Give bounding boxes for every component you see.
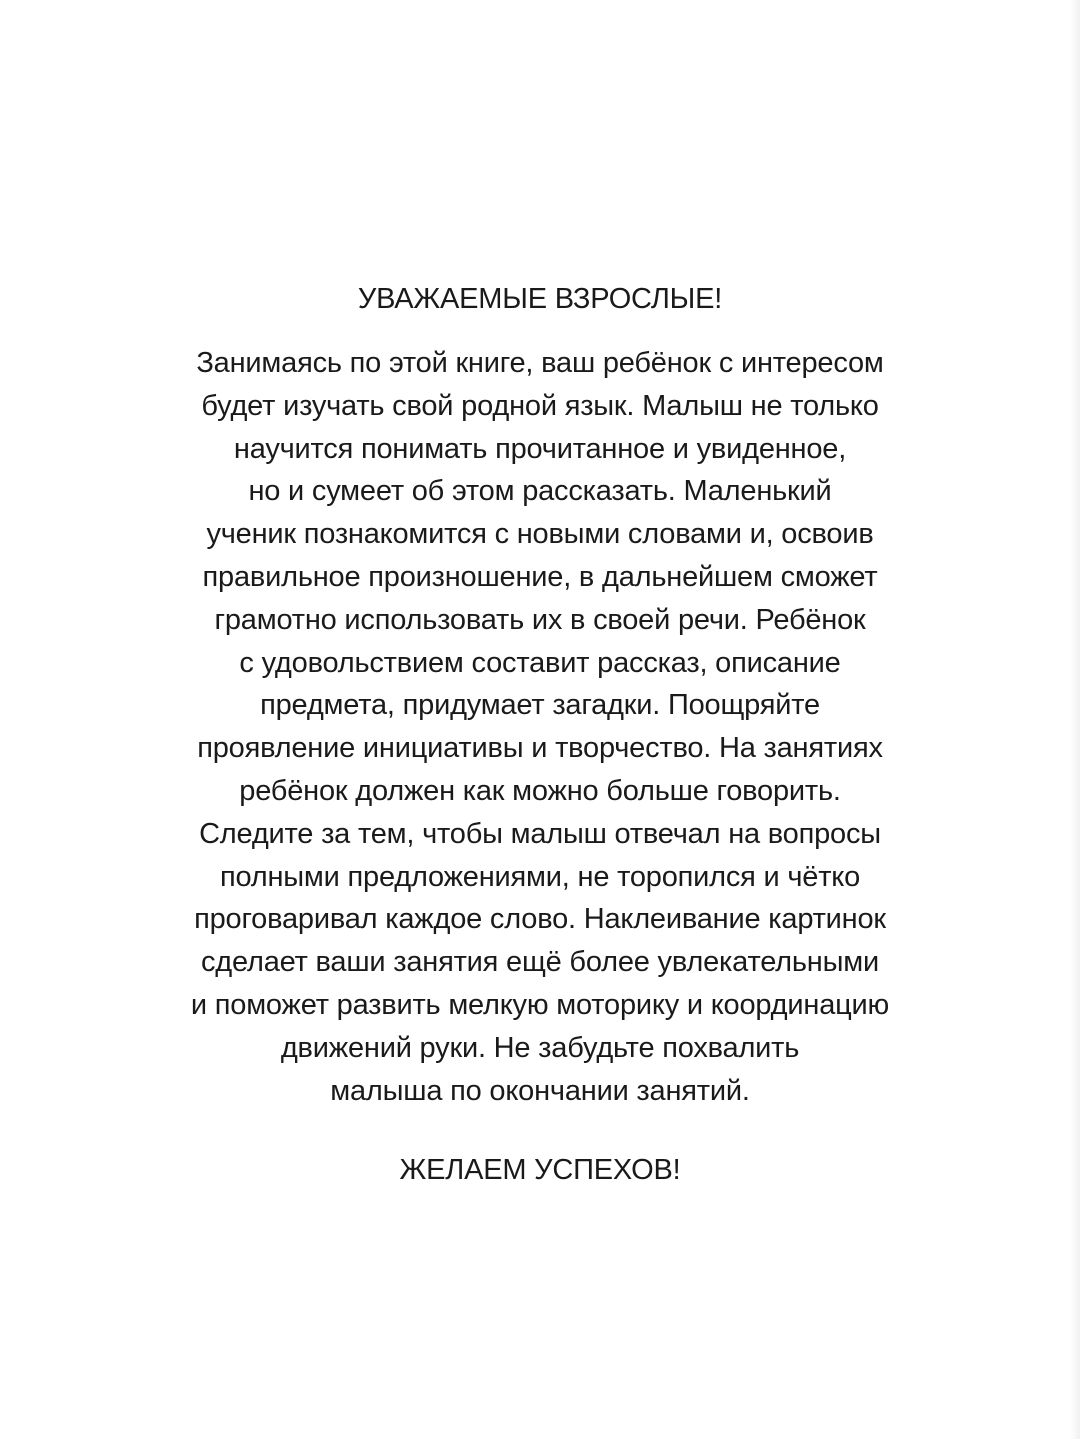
body-line: и поможет развить мелкую моторику и координацию [190,988,890,1021]
body-line: предмета, придумает загадки. Поощряйте [260,689,820,722]
body-line: правильное произношение, в дальнейшем сможет [202,560,878,593]
body-line: полными предложениями, не торопился и чётко [219,860,861,893]
page-edge-shadow [1070,0,1080,1439]
body-line: сделает ваши занятия ещё более увлекательными [200,946,880,979]
body-paragraph [40,342,1040,1112]
body-line: Занимаясь по этой книге, ваш ребёнок с интересом [196,347,884,379]
body-line: грамотно использовать их в своей речи. Ребёнок [214,603,866,636]
closing-line: ЖЕЛАЕМ УСПЕХОВ! [399,1154,681,1186]
body-line: будет изучать свой родной язык. Малыш не только [201,389,879,422]
body-line: но и сумеет об этом рассказать. Маленький [248,475,832,508]
body-line: проговаривал каждое слово. Наклеивание картинок [194,903,886,936]
body-line: научится понимать прочитанное и увиденное, [233,432,847,465]
body-line: ученик познакомится с новыми словами и, освоив [206,518,874,551]
body-line: движений руки. Не забудьте похвалить [280,1031,800,1064]
body-line: с удовольствием составит рассказ, описание [239,646,841,679]
page-heading: УВАЖАЕМЫЕ ВЗРОСЛЫЕ! [357,283,723,315]
body-line: проявление инициативы и творчество. На занятиях [197,732,883,765]
body-line: ребёнок должен как можно больше говорить. [239,774,841,807]
body-line: Следите за тем, чтобы малыш отвечал на вопросы [199,817,881,850]
body-line: малыша по окончании занятий. [330,1074,750,1107]
